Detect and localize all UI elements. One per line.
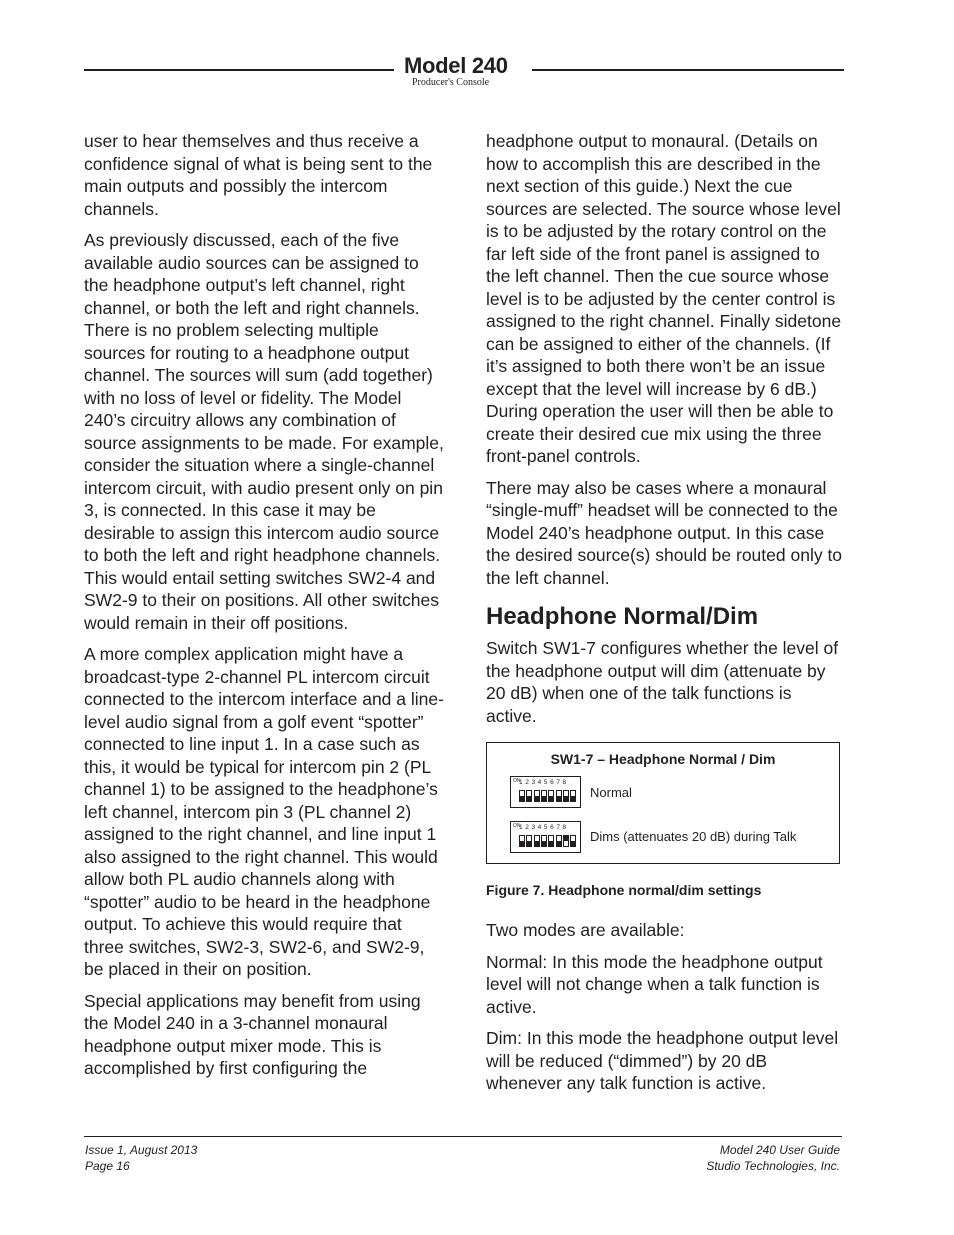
paragraph: There may also be cases where a monaural “single-muff” headset will be connected to the Model 240’s headphone output. In this case the desired source(s) should be routed only to the left channel. [486,477,843,588]
left-column [84,130,444,1089]
dip-switch-1 [519,790,525,802]
dip-switch-3 [534,790,540,802]
dip-switch-knob [527,796,531,801]
dip-switch-4 [541,790,547,802]
dip-switch-knob [520,796,524,801]
dip-switch-knob [564,836,568,841]
dip-switch-knob [549,796,553,801]
section-intro: Switch SW1-7 configures whether the level of the headphone output will dim (attenuate by 20 dB) when one of the talk functions is active. [486,638,839,726]
mode-label-normal: Normal [590,785,632,800]
dip-switch-knob [520,841,524,846]
dip-switch-6 [556,790,562,802]
logo-subtitle: Producer's Console [412,77,490,88]
figure-title: SW1-7 – Headphone Normal / Dim [550,751,776,767]
right-column [486,130,846,1104]
footer-page-number: Page 16 [85,1158,130,1173]
dip-switch-7 [563,835,569,847]
dip-switch-knob [557,841,561,846]
product-logo [404,54,524,88]
dip-switch-8 [570,790,576,802]
footer-issue: Issue 1, August 2013 [85,1143,198,1157]
dip-switch-knob [535,796,539,801]
dip-switch-2 [526,790,532,802]
dip-switch-knob [542,796,546,801]
dip-switch-knob [542,841,546,846]
dip-switch-figure [486,742,840,864]
footer-rule [84,1136,842,1137]
paragraph: headphone output to monaural. (Details on how to accomplish this are described in the next section of this guide.) Next the cue sources are selected. The source whose level is to be adjusted by the rotary control on the far left side of the front panel is assigned to the left channel. Then the cue source whose level is to be adjusted by the center control is assigned to the right channel. Finally sidetone can be assigned to either of the channels. (If it’s assigned to both there won’t be an issue except that the level will increase by 6 dB.) During operation the user will then be able to create their desired cue mix using the three front-panel controls. [486,131,842,466]
dip-switch-3 [534,835,540,847]
paragraph: A more complex application might have a broadcast-type 2-channel PL intercom circuit connected to the intercom interface and a line-level audio signal from a golf event “spotter” connected to line input 1. In a case such as this, it would be typical for intercom pin 2 (PL channel 1) to be assigned to the headphone’s left channel, intercom pin 3 (PL channel 2) assigned to the right channel, and line input 1 also assigned to the right channel. This would allow both PL audio channels along with “spotter” audio to be heard in the headphone output. To achieve this would require that three switches, SW2-3, SW2-6, and SW2-9, be placed in their on position. [84,644,444,979]
dip-switch-5 [548,790,554,802]
paragraph: user to hear themselves and thus receive a confidence signal of what is being sent to the main outputs and possibly the intercom channels. [84,131,433,219]
dip-switch-knob [527,841,531,846]
paragraph: Dim: In this mode the headphone output level will be reduced (“dimmed”) by 20 dB whenever any talk function is active. [486,1028,839,1093]
dip-switch-knob [571,841,575,846]
dip-switch-7 [563,790,569,802]
dip-switch-4 [541,835,547,847]
header-rule-left [84,69,394,71]
figure-caption: Figure 7. Headphone normal/dim settings [486,882,762,898]
paragraph: Special applications may benefit from using the Model 240 in a 3-channel monaural headphone output mixer mode. This is accomplished by first configuring the [84,990,421,1078]
dip-switch-knob [557,796,561,801]
dip-on-label: ON [513,823,521,829]
mode-label-dim: Dims (attenuates 20 dB) during Talk [590,829,797,844]
dip-switch-5 [548,835,554,847]
paragraph: Two modes are available: [486,920,685,940]
dip-position-numbers: 1 2 3 4 5 6 7 8 [519,779,567,786]
paragraph: As previously discussed, each of the five available audio sources can be assigned to the headphone output’s left channel, right channel, or both the left and right channels. There is no problem selecting multiple sources for routing to a headphone output channel. The sources will sum (add together) with no loss of level or fidelity. The Model 240’s circuitry allows any combination of source assignments to be made. For example, consider the situation where a single-channel intercom circuit, with audio present only on pin 3, is connected. In this case it may be desirable to assign this intercom audio source to both the left and right headphone channels. This would entail setting switches SW2-4 and SW2-9 to their on positions. All other switches would remain in their off positions. [84,230,444,633]
footer-company: Studio Technologies, Inc. [706,1158,840,1173]
dip-switch-6 [556,835,562,847]
dip-switch-knob [549,841,553,846]
footer-guide-title: Model 240 User Guide [719,1143,840,1157]
logo-title: Model 240 [404,53,508,78]
dip-switch-normal [510,776,581,808]
dip-switch-knob [535,841,539,846]
dip-switch-dim [510,821,581,853]
dip-switch-knob [564,796,568,801]
dip-switch-8 [570,835,576,847]
footer-left [85,1143,197,1174]
dip-on-label: ON [513,778,521,784]
dip-position-numbers: 1 2 3 4 5 6 7 8 [519,824,567,831]
header-rule-right [532,69,844,71]
dip-switch-1 [519,835,525,847]
section-heading: Headphone Normal/Dim [486,603,759,630]
footer-right [706,1143,840,1174]
dip-switch-knob [571,796,575,801]
paragraph: Normal: In this mode the headphone output level will not change when a talk function is active. [486,951,823,1017]
dip-switch-2 [526,835,532,847]
